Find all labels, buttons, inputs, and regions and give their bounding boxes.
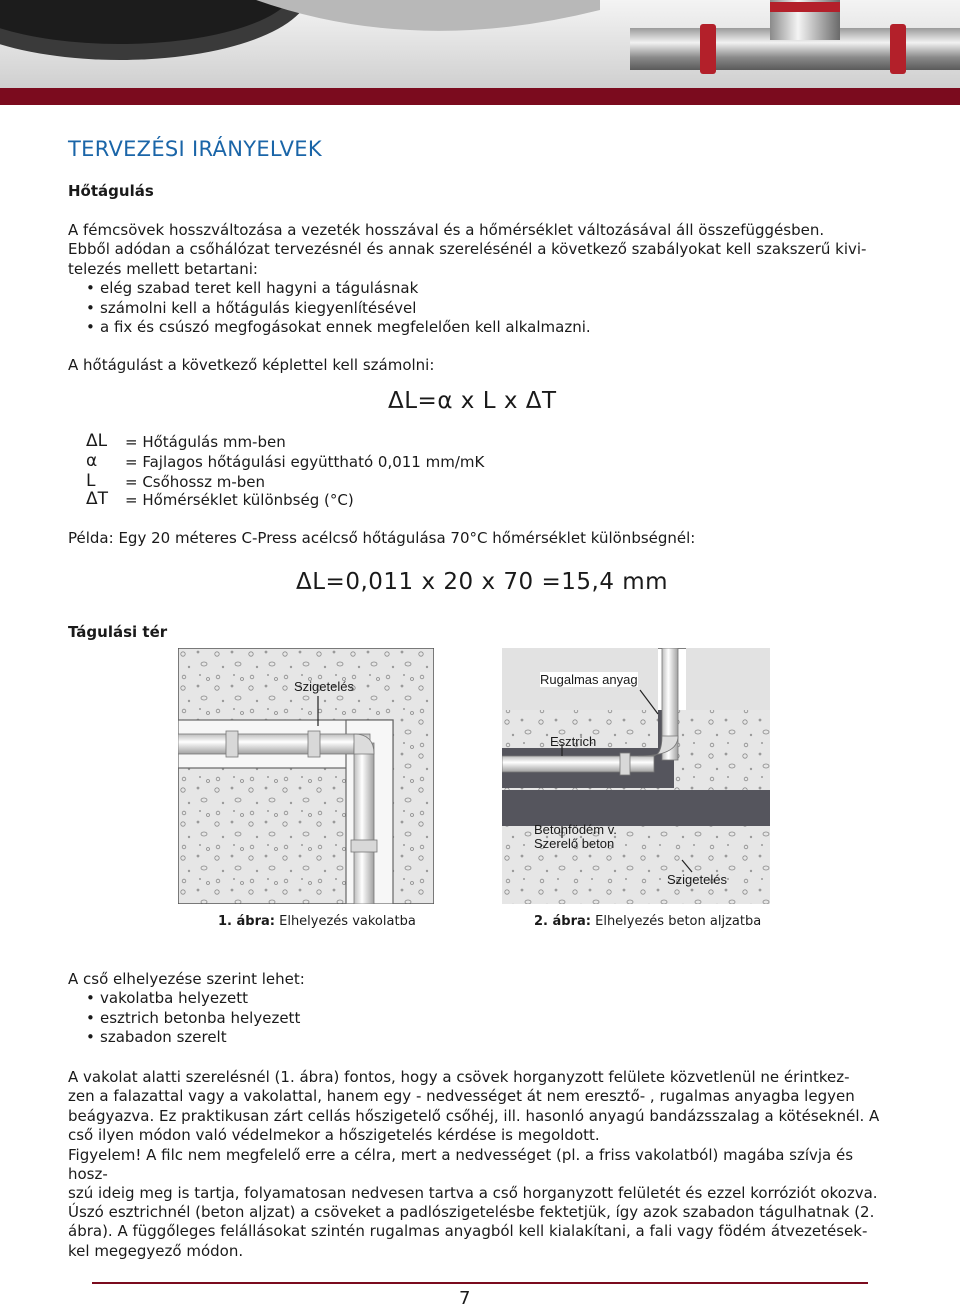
intro-line: Ebből adódan a csőhálózat tervezésnél és annak szerelésénél a következő szabályokat kell szakszerű kivi- (68, 240, 867, 259)
list-item: • szabadon szerelt (86, 1028, 305, 1047)
figure-2-label-concrete (534, 823, 617, 851)
figure-1-caption (218, 914, 416, 929)
example-formula: ΔL=0,011 x 20 x 70 =15,4 mm (296, 569, 669, 595)
banner-color-bar (0, 88, 960, 105)
page-title: TERVEZÉSI IRÁNYELVEK (68, 137, 322, 161)
figure-2-label-screed: Esztrich (550, 734, 597, 749)
figure-2-label-insulation: Szigetelés (667, 872, 727, 887)
paragraph-screed (68, 1203, 888, 1261)
variable-definition: = Hőtágulás mm-ben (125, 433, 286, 451)
pipe-fittings-image (0, 0, 960, 88)
expansion-heading: Tágulási tér (68, 623, 168, 641)
intro-line: A fémcsövek hosszváltozása a vezeték hosszával és a hőmérséklet változásával áll összefüggésben. (68, 221, 825, 239)
placement-bullet-list (86, 989, 305, 1047)
variable-definition: = Hőmérséklet különbség (°C) (125, 491, 354, 509)
variable-symbol: L (86, 471, 96, 491)
figure-2-caption (534, 914, 761, 929)
paragraph-line: ábra). A függőleges felállásokat szintén rugalmas anyagból kell kialakítani, a fali vagy födém átvezetések- (68, 1222, 868, 1241)
intro-paragraph (68, 221, 888, 337)
formula: ΔL=α x L x ΔT (388, 388, 557, 414)
paragraph-line: cső ilyen módon való védelmekor a hőszigetelés kérdése is megoldott. (68, 1126, 600, 1145)
variable-symbol: ΔT (86, 489, 109, 509)
paragraph-line: Figyelem! A filc nem megfelelő erre a célra, mert a nedvességet (pl. a friss vakolatból) magába szívja és hosz- (68, 1145, 854, 1184)
intro-bullet-list (86, 279, 888, 337)
page-number: 7 (459, 1288, 471, 1309)
footer-rule (92, 1282, 868, 1284)
caption-text: Elhelyezés beton aljzatba (590, 914, 762, 929)
paragraph-line: szú ideig meg is tartja, folyamatosan nedvesen tartva a cső horganyzott felületét és ezzel korróziót okozva. (68, 1184, 878, 1203)
list-item: • számolni kell a hőtágulás kiegyenlítésével (86, 299, 888, 318)
paragraph-line: zen a falazattal vagy a vakolattal, hanem egy - nedvességet át nem eresztő- , rugalmas anyagba legyen (68, 1087, 855, 1106)
list-item: • esztrich betonba helyezett (86, 1009, 305, 1028)
figure-2-label-concrete-line: Szerelő beton (534, 836, 615, 851)
paragraph-line: A vakolat alatti szerelésnél (1. ábra) fontos, hogy a csövek horganyzott felülete közvetlenül ne érintkez- (68, 1068, 850, 1086)
figure-2-label-concrete-line: Betonfödém v. (534, 822, 617, 837)
formula-intro: A hőtágulást a következő képlettel kell számolni: (68, 356, 435, 374)
variable-definition: = Csőhossz m-ben (125, 473, 266, 491)
list-item: • vakolatba helyezett (86, 989, 305, 1008)
header-banner-photo (0, 0, 960, 105)
intro-line: telezés mellett betartani: (68, 259, 258, 278)
paragraph-line: beágyazva. Ez praktikusan zárt cellás hőszigetelő csőhéj, ill. hasonló anyagú bandázsszalag a kötéseknél. A (68, 1106, 880, 1125)
placement-intro: A cső elhelyezése szerint lehet: (68, 970, 305, 988)
paragraph-line: kel megegyező módon. (68, 1241, 244, 1260)
variable-definition: = Fajlagos hőtágulási együttható 0,011 mm/mK (125, 453, 485, 471)
variable-symbol: ΔL (86, 431, 108, 451)
variable-symbol: α (86, 451, 98, 471)
paragraph-plaster (68, 1068, 888, 1204)
placement-section (68, 970, 305, 1048)
figure-2-label-elastic: Rugalmas anyag (540, 672, 638, 687)
list-item: • elég szabad teret kell hagyni a tágulásnak (86, 279, 888, 298)
caption-number: 2. ábra: (534, 914, 591, 929)
example-text: Példa: Egy 20 méteres C-Press acélcső hőtágulása 70°C hőmérséklet különbségnél: (68, 529, 696, 547)
section-heading: Hőtágulás (68, 182, 154, 200)
figure-1-label-insulation: Szigetelés (294, 679, 354, 694)
caption-text: Elhelyezés vakolatba (274, 914, 416, 929)
paragraph-line: Úszó esztrichnél (beton aljzat) a csöveket a padlószigetelésbe fektetjük, így azok szabadon tágulhatnak (2. (68, 1203, 875, 1221)
caption-number: 1. ábra: (218, 914, 275, 929)
list-item: • a fix és csúszó megfogásokat ennek megfelelően kell alkalmazni. (86, 318, 888, 337)
